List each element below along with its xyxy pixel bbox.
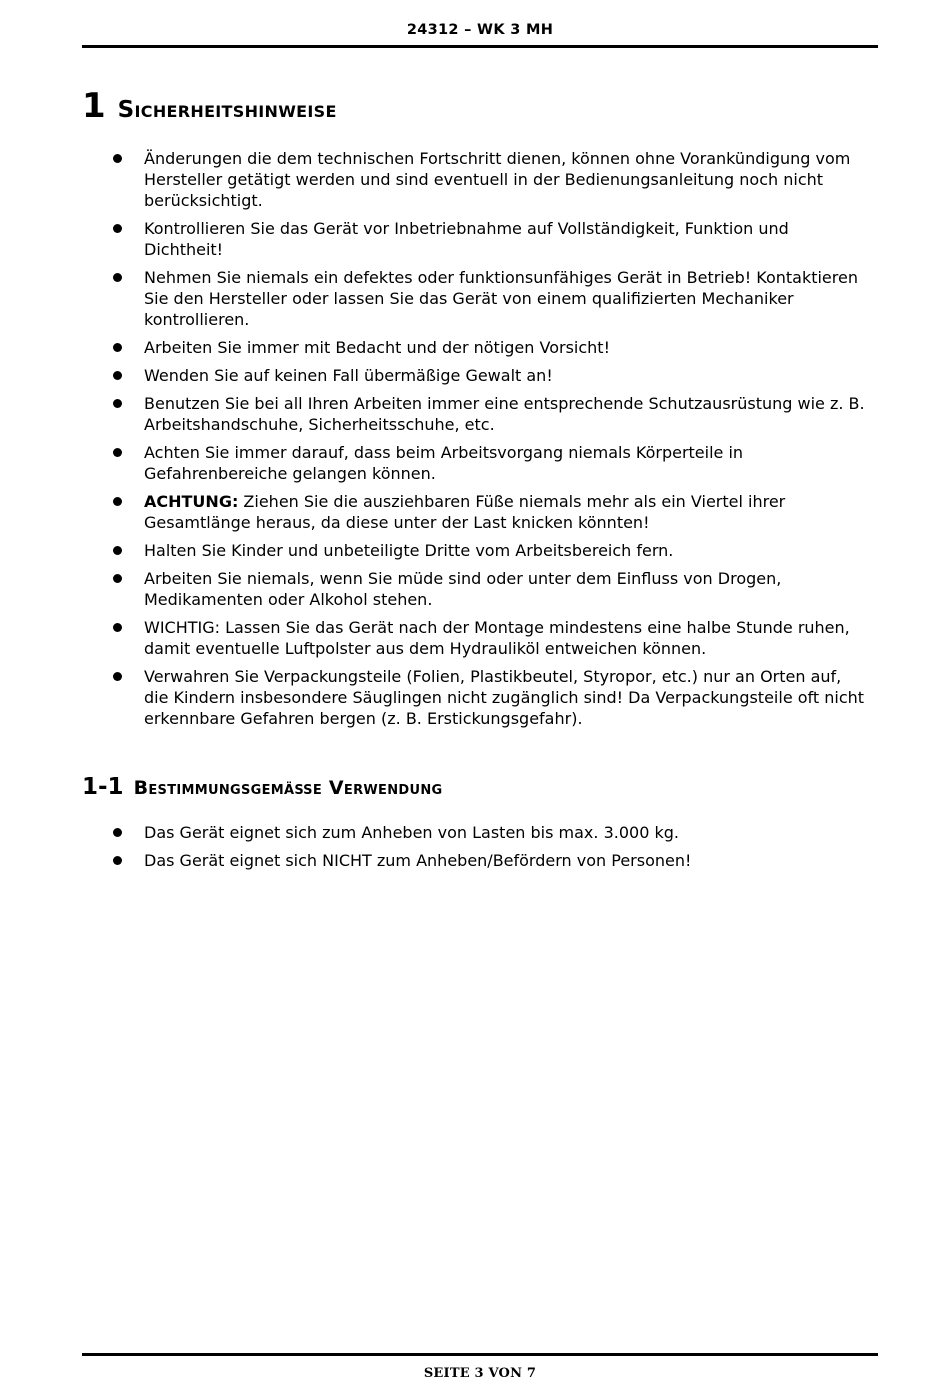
- bullet-icon: [113, 497, 122, 506]
- header-rule: [82, 45, 878, 48]
- bullet-icon: [113, 343, 122, 352]
- section-number: 1: [82, 86, 106, 126]
- list-item: [82, 337, 878, 358]
- item-text: Arbeiten Sie niemals, wenn Sie müde sind oder unter dem Einfluss von Drogen, Medikamenten oder Alkohol stehen.: [144, 569, 782, 609]
- list-item: [82, 442, 878, 484]
- bullet-icon: [113, 273, 122, 282]
- item-emphasis: ACHTUNG:: [144, 492, 239, 511]
- subsection-heading: [82, 774, 878, 800]
- section-safety: [82, 86, 878, 736]
- bullet-icon: [113, 448, 122, 457]
- intended-use-list: [82, 822, 878, 871]
- bullet-icon: [113, 856, 122, 865]
- list-item: [82, 822, 878, 843]
- bullet-icon: [113, 828, 122, 837]
- subsection-number: 1-1: [82, 774, 124, 800]
- header-title: 24312 – WK 3 MH: [406, 22, 554, 38]
- subsection-title: Bestimmungsgemäße Verwendung: [133, 777, 443, 799]
- item-text: Nehmen Sie niemals ein defektes oder funktionsunfähiges Gerät in Betrieb! Kontaktieren Sie den Hersteller oder lassen Sie das Gerät von einem qualifizierten Mechaniker kontrollieren.: [144, 268, 858, 329]
- list-item: [82, 540, 878, 561]
- item-text: Ziehen Sie die ausziehbaren Füße niemals mehr als ein Viertel ihrer Gesamtlänge heraus, da diese unter der Last knicken könnten!: [144, 492, 786, 532]
- bullet-icon: [113, 399, 122, 408]
- item-text: WICHTIG: Lassen Sie das Gerät nach der Montage mindestens eine halbe Stunde ruhen, damit eventuelle Luftpolster aus dem Hydrauliköl entweichen können.: [144, 618, 850, 658]
- item-text: Arbeiten Sie immer mit Bedacht und der nötigen Vorsicht!: [144, 338, 610, 357]
- bullet-icon: [113, 371, 122, 380]
- bullet-icon: [113, 623, 122, 632]
- section-heading: [82, 86, 878, 126]
- item-text: Das Gerät eignet sich zum Anheben von Lasten bis max. 3.000 kg.: [144, 823, 679, 842]
- bullet-icon: [113, 672, 122, 681]
- list-item: [82, 148, 878, 211]
- section-intended-use: [82, 774, 878, 878]
- item-text: Halten Sie Kinder und unbeteiligte Dritte vom Arbeitsbereich fern.: [144, 541, 674, 560]
- item-text: Änderungen die dem technischen Fortschritt dienen, können ohne Vorankündigung vom Hersteller getätigt werden und sind eventuell in der Bedienungsanleitung noch nicht berücksichtigt.: [144, 149, 851, 210]
- bullet-icon: [113, 546, 122, 555]
- bullet-icon: [113, 574, 122, 583]
- footer-rule: [82, 1353, 878, 1356]
- list-item: [82, 850, 878, 871]
- list-item: [82, 365, 878, 386]
- item-text: Benutzen Sie bei all Ihren Arbeiten immer eine entsprechende Schutzausrüstung wie z. B. Arbeitshandschuhe, Sicherheitsschuhe, etc.: [144, 394, 865, 434]
- list-item: [82, 267, 878, 330]
- list-item: [82, 568, 878, 610]
- list-item: [82, 218, 878, 260]
- item-text: Verwahren Sie Verpackungsteile (Folien, Plastikbeutel, Styropor, etc.) nur an Orten auf, die Kindern insbesondere Säuglingen nicht zugänglich sind! Da Verpackungsteile oft nicht erkennbare Gefahren bergen (z. B. Erstickungsgefahr).: [144, 667, 865, 728]
- list-item: [82, 491, 878, 533]
- list-item: [82, 666, 878, 729]
- bullet-icon: [113, 154, 122, 163]
- bullet-icon: [113, 224, 122, 233]
- item-text: Wenden Sie auf keinen Fall übermäßige Gewalt an!: [144, 366, 553, 385]
- item-text: Achten Sie immer darauf, dass beim Arbeitsvorgang niemals Körperteile in Gefahrenbereiche gelangen können.: [144, 443, 744, 483]
- page-number: SEITE 3 VON 7: [423, 1366, 537, 1381]
- list-item: [82, 393, 878, 435]
- section-title: Sicherheitshinweise: [117, 97, 337, 123]
- item-text: Das Gerät eignet sich NICHT zum Anheben/Befördern von Personen!: [144, 851, 692, 870]
- safety-list: [82, 148, 878, 729]
- list-item: [82, 617, 878, 659]
- item-text: Kontrollieren Sie das Gerät vor Inbetriebnahme auf Vollständigkeit, Funktion und Dichtheit!: [144, 219, 789, 259]
